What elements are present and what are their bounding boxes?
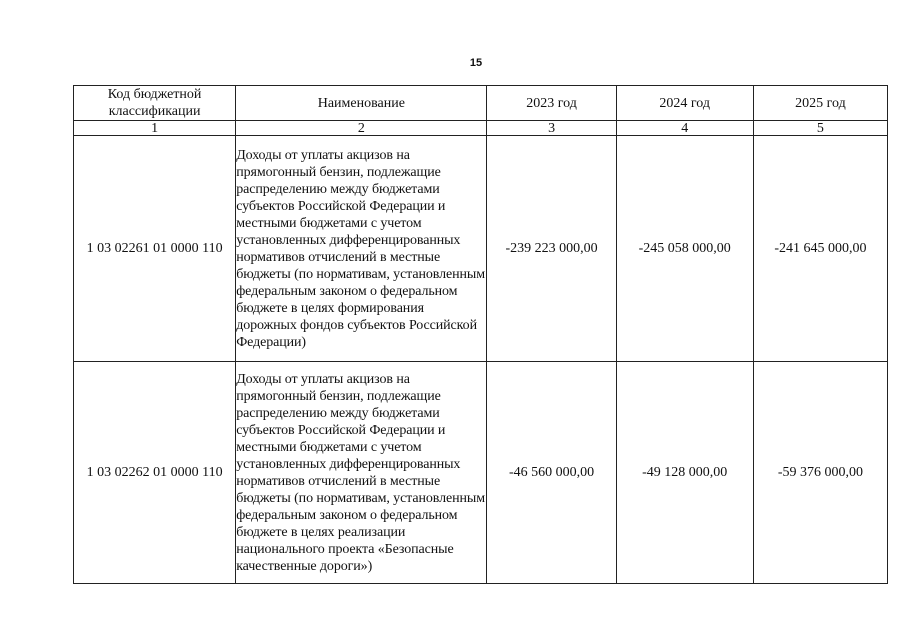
column-number-row (74, 121, 888, 136)
header-2025: 2025 год (753, 86, 887, 121)
column-number: 4 (616, 121, 753, 136)
column-number: 2 (236, 121, 487, 136)
column-number: 5 (753, 121, 887, 136)
budget-code-cell: 1 03 02261 01 0000 110 (74, 136, 236, 362)
amount-2024-cell: -49 128 000,00 (616, 362, 753, 584)
header-code: Код бюджетной классификации (74, 86, 236, 121)
table-header-row (74, 86, 888, 121)
column-number: 1 (74, 121, 236, 136)
budget-table (73, 85, 888, 584)
description-cell: Доходы от уплаты акцизов на прямогонный бензин, подлежащие распределению между бюджетами субъектов Российской Федерации и местными бюджетами с учетом установленных дифференцированных нормативов отчислений в местные бюджеты (по нормативам, установленным федеральным законом о федеральном бюджете в целях реализации национального проекта «Безопасные качественные дороги») (236, 362, 487, 584)
amount-2025-cell: -241 645 000,00 (753, 136, 887, 362)
header-2023: 2023 год (487, 86, 616, 121)
table-row (74, 136, 888, 362)
description-cell: Доходы от уплаты акцизов на прямогонный бензин, подлежащие распределению между бюджетами субъектов Российской Федерации и местными бюджетами с учетом установленных дифференцированных нормативов отчислений в местные бюджеты (по нормативам, установленным федеральным законом о федеральном бюджете в целях формирования дорожных фондов субъектов Российской Федерации) (236, 136, 487, 362)
header-name: Наименование (236, 86, 487, 121)
table-row (74, 362, 888, 584)
page-number: 15 (469, 57, 483, 69)
amount-2023-cell: -239 223 000,00 (487, 136, 616, 362)
budget-code-cell: 1 03 02262 01 0000 110 (74, 362, 236, 584)
column-number: 3 (487, 121, 616, 136)
header-2024: 2024 год (616, 86, 753, 121)
amount-2024-cell: -245 058 000,00 (616, 136, 753, 362)
amount-2025-cell: -59 376 000,00 (753, 362, 887, 584)
amount-2023-cell: -46 560 000,00 (487, 362, 616, 584)
